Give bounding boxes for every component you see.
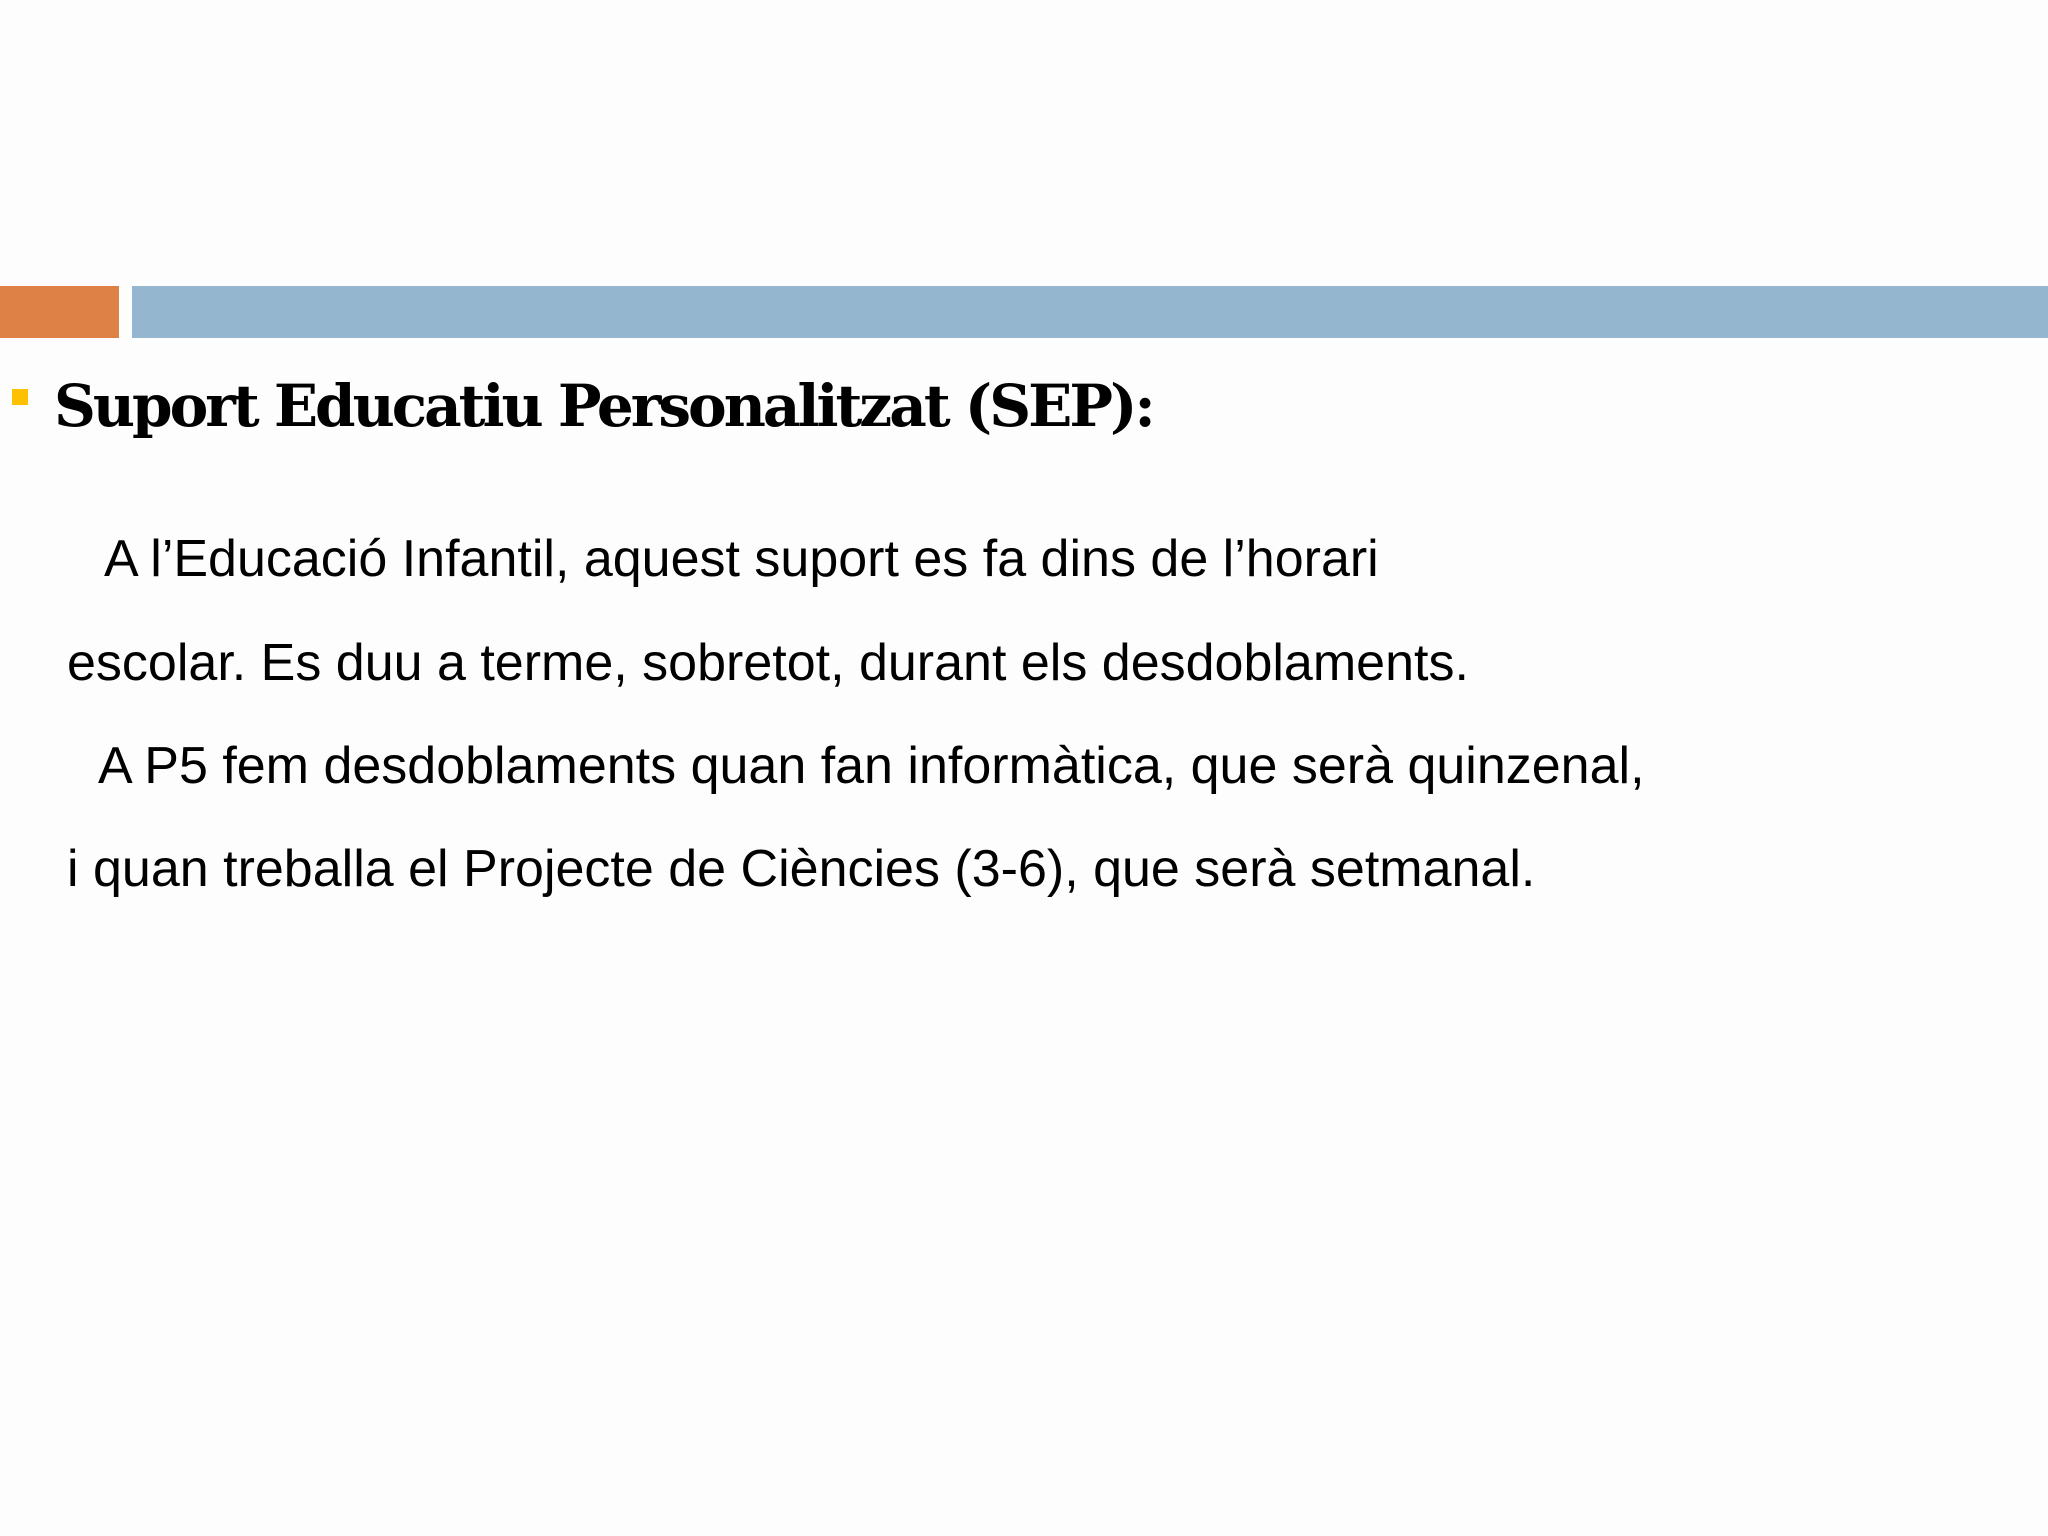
body-line-1: A l’Educació Infantil, aquest suport es fa dins de l’horari	[104, 530, 1379, 588]
square-bullet-icon	[12, 389, 28, 405]
body-line-2: escolar. Es duu a terme, sobretot, durant els desdoblaments.	[67, 634, 1469, 692]
slide-heading: Suport Educatiu Personalitzat (SEP):	[54, 372, 1153, 440]
header-accent-blue-bar	[132, 286, 2048, 338]
body-line-3: A P5 fem desdoblaments quan fan informàtica, que serà quinzenal,	[98, 737, 1645, 795]
body-line-4: i quan treballa el Projecte de Ciències (3-6), que serà setmanal.	[67, 840, 1536, 898]
header-accent-orange-bar	[0, 286, 119, 338]
